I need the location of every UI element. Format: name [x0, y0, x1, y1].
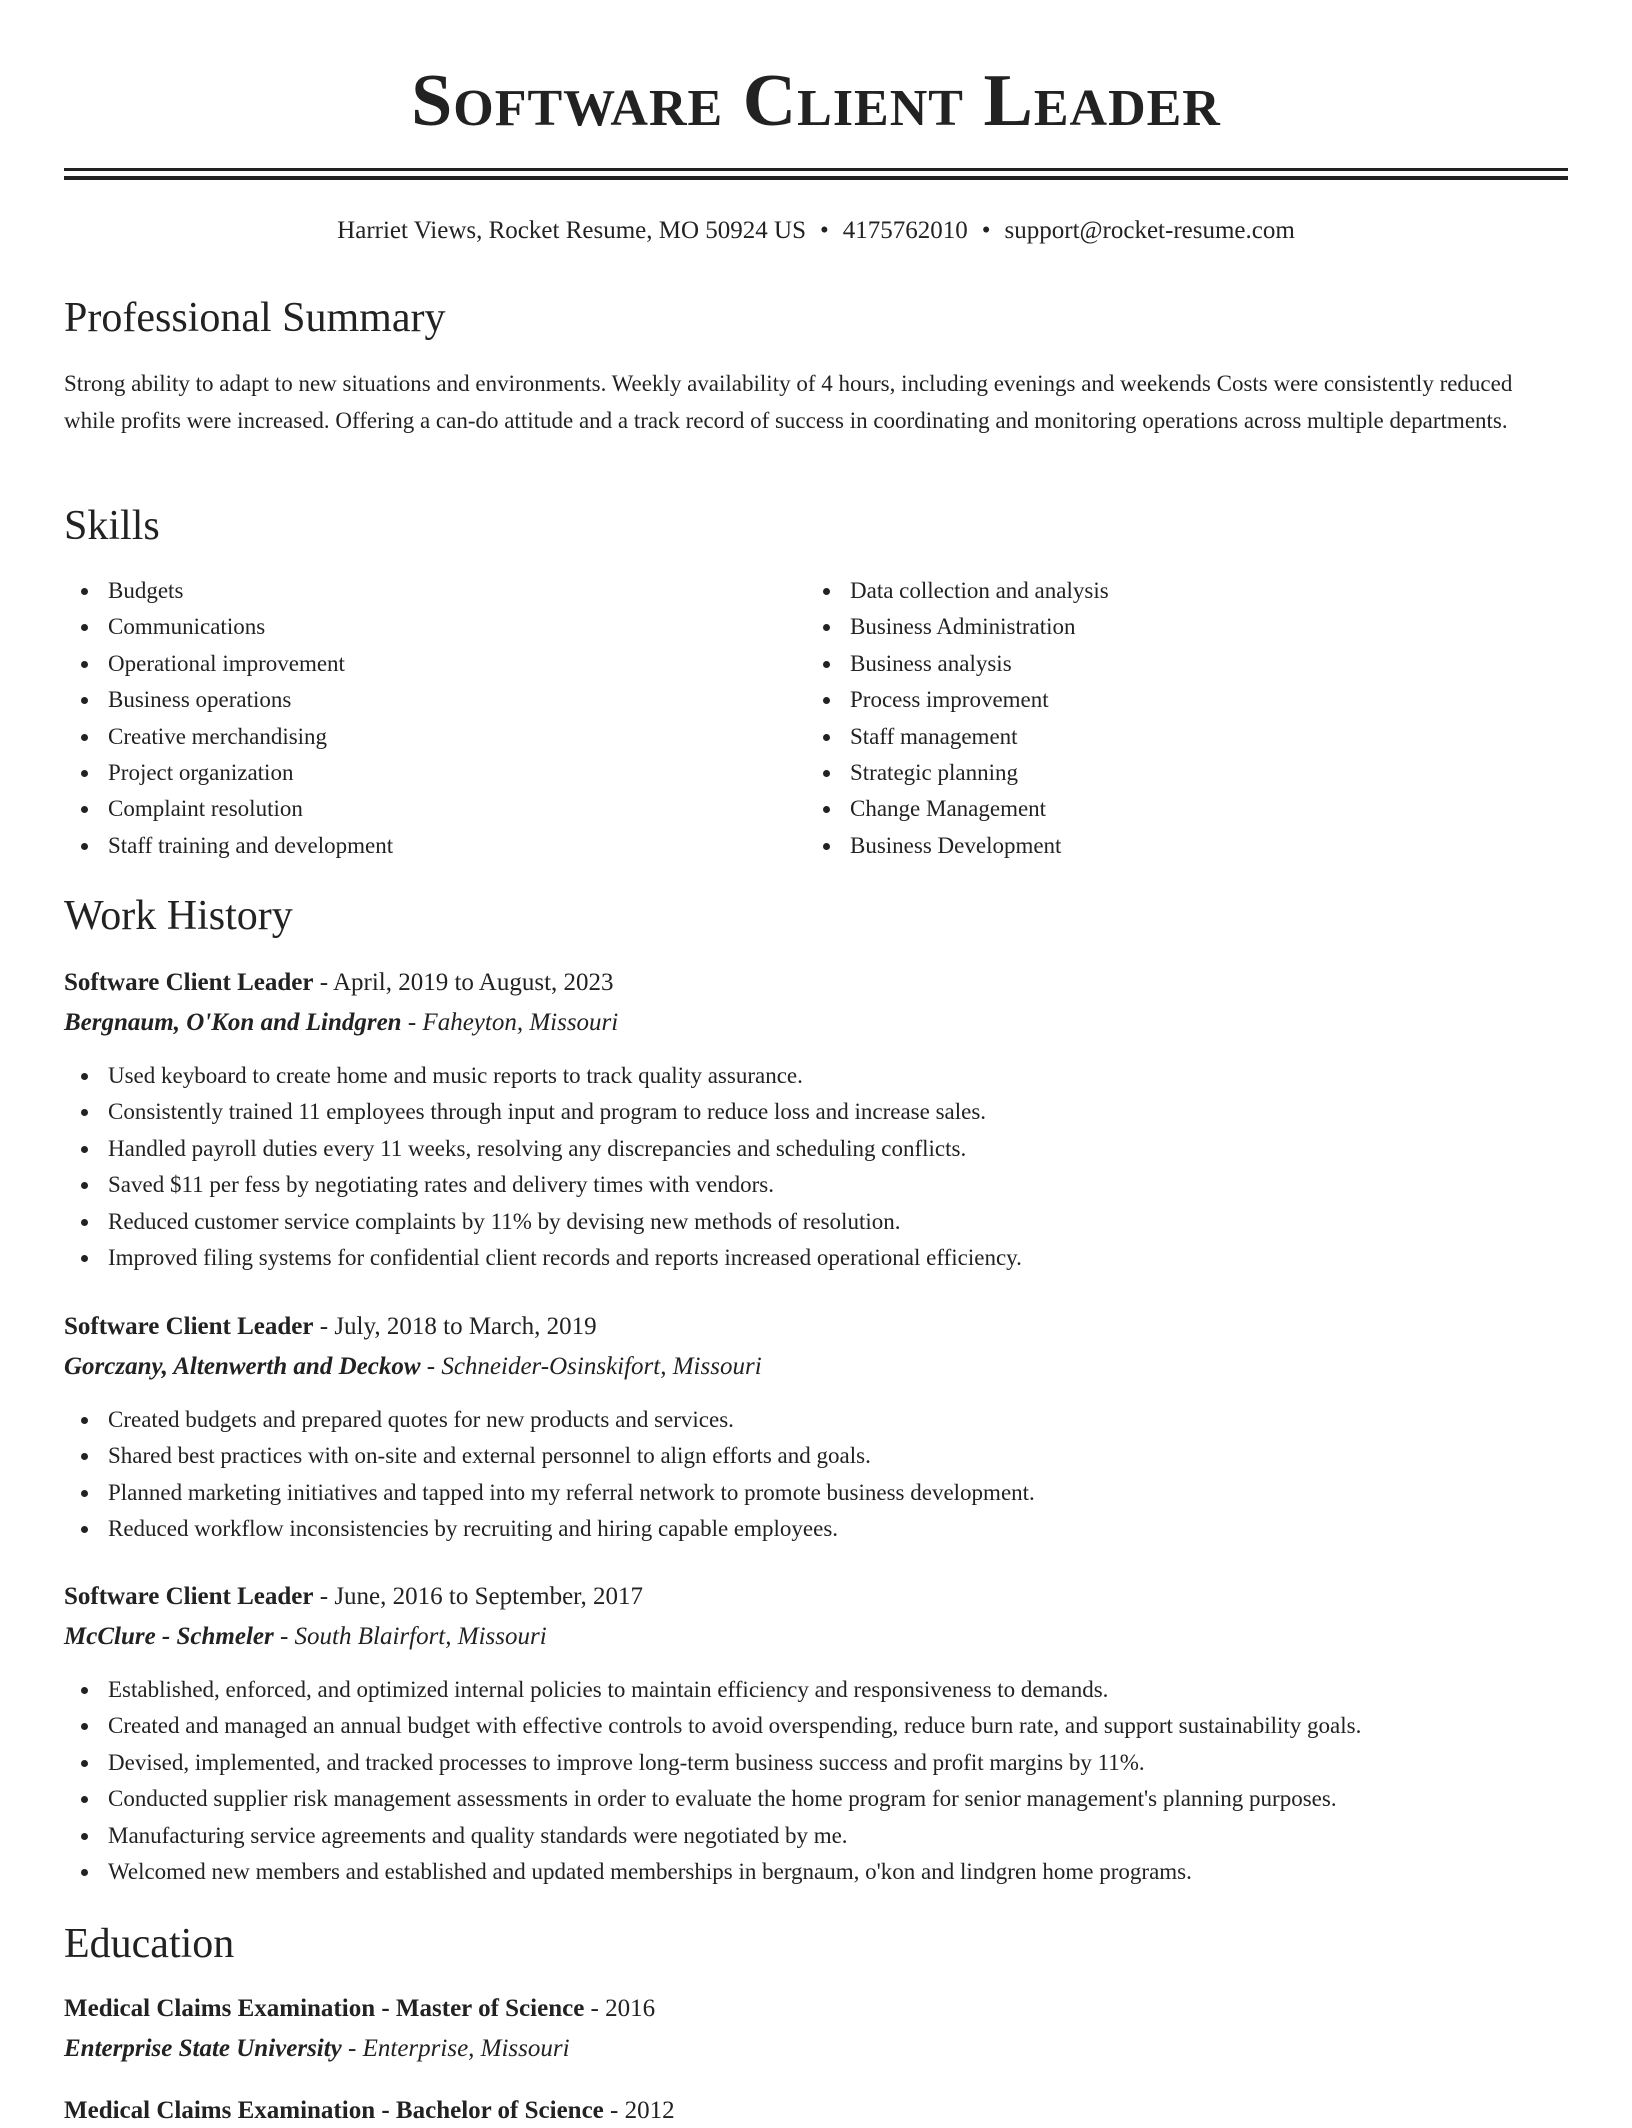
job-title-line [64, 1580, 1568, 1614]
job-title-line [64, 1310, 1568, 1344]
job-bullet: Handled payroll duties every 11 weeks, resolving any discrepancies and scheduling conflicts. [64, 1131, 1568, 1167]
skills-list-left [64, 573, 764, 864]
skill-item: Creative merchandising [64, 719, 764, 755]
job-dates: - July, 2018 to March, 2019 [313, 1313, 597, 1340]
skill-item: Business analysis [806, 646, 1506, 682]
job-bullet: Reduced customer service complaints by 11% by devising new methods of resolution. [64, 1204, 1568, 1240]
work-history-heading: Work History [64, 893, 293, 939]
job-bullet: Conducted supplier risk management assessments in order to evaluate the home program for senior management's planning purposes. [64, 1781, 1568, 1817]
job-company: McClure - Schmeler [64, 1623, 274, 1650]
job-bullet: Created and managed an annual budget with effective controls to avoid overspending, reduce burn rate, and support sustainability goals. [64, 1708, 1568, 1744]
education-degree: Medical Claims Examination - Bachelor of Science [64, 2097, 604, 2124]
job-bullet: Established, enforced, and optimized internal policies to maintain efficiency and responsiveness to demands. [64, 1672, 1568, 1708]
skill-item: Business Development [806, 828, 1506, 864]
job-bullet: Shared best practices with on-site and external personnel to align efforts and goals. [64, 1438, 1568, 1474]
job-location: - South Blairfort, Missouri [273, 1623, 547, 1650]
education-year: - 2012 [603, 2097, 675, 2124]
job-title: Software Client Leader [64, 969, 314, 996]
job-title: Software Client Leader [64, 1313, 314, 1340]
skill-item: Staff management [806, 719, 1506, 755]
job-bullet: Reduced workflow inconsistencies by recruiting and hiring capable employees. [64, 1511, 1568, 1547]
job-bullet: Used keyboard to create home and music reports to track quality assurance. [64, 1058, 1568, 1094]
skill-item: Process improvement [806, 682, 1506, 718]
job-bullets [64, 1058, 1568, 1276]
skill-item: Staff training and development [64, 828, 764, 864]
contact-address: Harriet Views, Rocket Resume, MO 50924 US [337, 217, 806, 244]
contact-separator: • [819, 217, 829, 244]
contact-separator: • [981, 217, 991, 244]
job-dates: - April, 2019 to August, 2023 [313, 969, 614, 996]
job-location: - Schneider-Osinskifort, Missouri [420, 1353, 762, 1380]
resume-title: Software Client Leader [411, 60, 1221, 142]
job-bullet: Welcomed new members and established and updated memberships in bergnaum, o'kon and lindgren home programs. [64, 1854, 1568, 1890]
contact-phone: 4175762010 [842, 217, 968, 244]
job-bullet: Improved filing systems for confidential client records and reports increased operational efficiency. [64, 1240, 1568, 1276]
contact-line [64, 214, 1568, 248]
job-bullets [64, 1402, 1568, 1548]
job-bullets [64, 1672, 1568, 1890]
title-rule-top [64, 168, 1568, 171]
job-bullet: Consistently trained 11 employees through input and program to reduce loss and increase sales. [64, 1094, 1568, 1130]
job-bullet: Devised, implemented, and tracked processes to improve long-term business success and profit margins by 11%. [64, 1745, 1568, 1781]
job-dates: - June, 2016 to September, 2017 [313, 1583, 644, 1610]
skill-item: Operational improvement [64, 646, 764, 682]
skill-item: Project organization [64, 755, 764, 791]
education-degree-line [64, 2094, 1568, 2128]
job-company: Bergnaum, O'Kon and Lindgren [64, 1009, 402, 1036]
title-rule-bottom [64, 176, 1568, 180]
job-company-line [64, 1006, 1568, 1040]
contact-email: support@rocket-resume.com [1004, 217, 1295, 244]
skills-list-right [806, 573, 1506, 864]
job-bullet: Saved $11 per fess by negotiating rates and delivery times with vendors. [64, 1167, 1568, 1203]
education-heading: Education [64, 1921, 235, 1967]
education-school-line [64, 2032, 1568, 2066]
skill-item: Data collection and analysis [806, 573, 1506, 609]
job-company-line [64, 1350, 1568, 1384]
skill-item: Budgets [64, 573, 764, 609]
skills-heading: Skills [64, 503, 160, 549]
skill-item: Strategic planning [806, 755, 1506, 791]
job-bullet: Manufacturing service agreements and quality standards were negotiated by me. [64, 1818, 1568, 1854]
job-bullet: Created budgets and prepared quotes for new products and services. [64, 1402, 1568, 1438]
job-company-line [64, 1620, 1568, 1654]
job-company: Gorczany, Altenwerth and Deckow [64, 1353, 421, 1380]
education-location: - Enterprise, Missouri [341, 2035, 570, 2062]
education-school: Enterprise State University [64, 2035, 342, 2062]
skill-item: Business operations [64, 682, 764, 718]
education-degree-line [64, 1992, 1568, 2026]
summary-heading: Professional Summary [64, 295, 446, 341]
summary-text: Strong ability to adapt to new situations and environments. Weekly availability of 4 hours, including evenings and weekends Costs were consistently reduced while profits were increased. Offering a can-do attitude and a track record of success in coordinating and monitoring operations across multiple departments. [64, 371, 1513, 433]
education-degree: Medical Claims Examination - Master of Science [64, 1995, 585, 2022]
job-location: - Faheyton, Missouri [401, 1009, 619, 1036]
job-title: Software Client Leader [64, 1583, 314, 1610]
skill-item: Communications [64, 609, 764, 645]
skill-item: Complaint resolution [64, 791, 764, 827]
skill-item: Business Administration [806, 609, 1506, 645]
job-title-line [64, 966, 1568, 1000]
skill-item: Change Management [806, 791, 1506, 827]
education-year: - 2016 [584, 1995, 656, 2022]
job-bullet: Planned marketing initiatives and tapped into my referral network to promote business development. [64, 1475, 1568, 1511]
